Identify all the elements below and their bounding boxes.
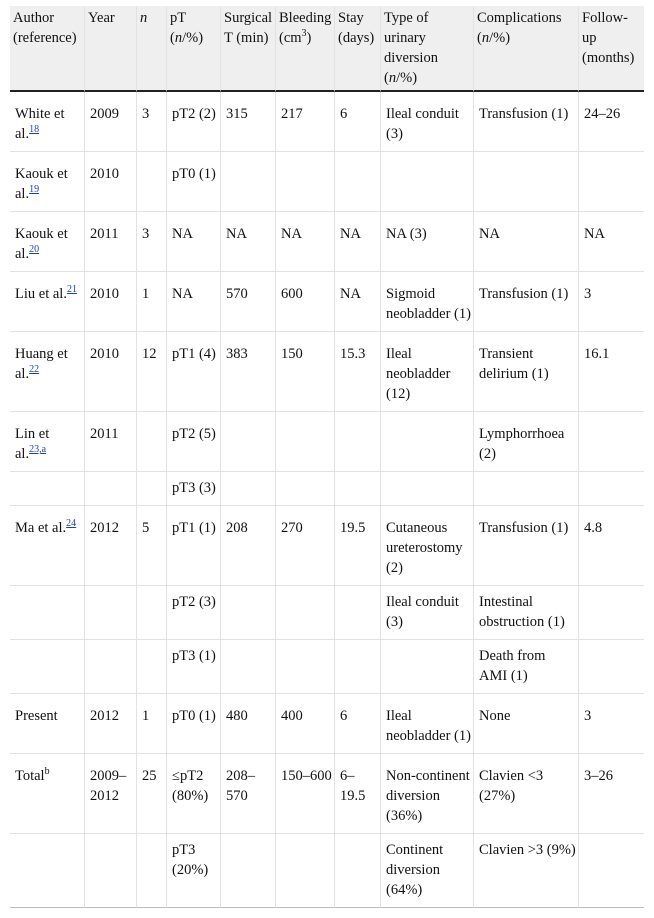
header-surgical-time: Surgical T (min): [221, 6, 276, 92]
table-row: [10, 586, 644, 640]
header-n: n: [137, 6, 167, 92]
cell-diversion: Ileal conduit (3): [381, 586, 474, 640]
table-row: [10, 640, 644, 694]
cell-followup: [579, 834, 644, 908]
table-row: [10, 834, 644, 908]
cell-n: [137, 412, 167, 472]
table-row: [10, 754, 644, 834]
table-row: [10, 92, 644, 152]
cell-complications: Lymphorrhoea (2): [474, 412, 579, 472]
cell-n: 3: [137, 92, 167, 152]
cell-surgical: NA: [221, 212, 276, 272]
cell-stay: 6–19.5: [335, 754, 381, 834]
table-row: [10, 332, 644, 412]
cell-bleeding: 150: [276, 332, 335, 412]
reference-link[interactable]: 22: [29, 364, 40, 376]
cell-n: [137, 640, 167, 694]
cell-author: Kaouk et al.$^{20}$: [10, 212, 85, 272]
cell-followup: 16.1: [579, 332, 644, 412]
table-row: [10, 152, 644, 212]
cell-stay: [335, 586, 381, 640]
header-complications: Complications (n/%): [474, 6, 579, 92]
cell-diversion: Continent diversion (64%): [381, 834, 474, 908]
cell-author: Lin et al.$^{23,a}$: [10, 412, 85, 472]
cell-n: [137, 586, 167, 640]
cell-diversion: [381, 412, 474, 472]
reference-link[interactable]: 24: [66, 518, 77, 530]
cell-bleeding: [276, 586, 335, 640]
cell-pt: NA: [167, 212, 221, 272]
header-diversion: Type of urinary diversion (n/%): [381, 6, 474, 92]
cell-year: 2009: [85, 92, 137, 152]
cell-author: [10, 472, 85, 506]
cell-followup: 4.8: [579, 506, 644, 586]
reference-link[interactable]: 20: [29, 244, 40, 256]
cell-year: [85, 472, 137, 506]
footnote-marker: b: [44, 766, 50, 778]
table-row: [10, 472, 644, 506]
cell-year: [85, 640, 137, 694]
cell-year: 2010: [85, 332, 137, 412]
cell-author: [10, 586, 85, 640]
cell-surgical: [221, 152, 276, 212]
cell-diversion: [381, 640, 474, 694]
cell-stay: [335, 412, 381, 472]
cell-complications: [474, 152, 579, 212]
cell-followup: [579, 640, 644, 694]
reference-link[interactable]: 18: [29, 124, 40, 136]
reference-link[interactable]: 21: [66, 284, 77, 296]
cell-surgical: [221, 412, 276, 472]
cell-complications: None: [474, 694, 579, 754]
cell-author: Ma et al.$^{24}$: [10, 506, 85, 586]
cell-stay: [335, 472, 381, 506]
cell-bleeding: 400: [276, 694, 335, 754]
cell-n: 25: [137, 754, 167, 834]
cell-bleeding: [276, 640, 335, 694]
cell-pt: ≤pT2 (80%): [167, 754, 221, 834]
cell-complications: Transfusion (1): [474, 272, 579, 332]
cell-n: 3: [137, 212, 167, 272]
cell-n: 5: [137, 506, 167, 586]
cell-bleeding: 150–600: [276, 754, 335, 834]
cell-stay: [335, 834, 381, 908]
cell-pt: pT3 (20%): [167, 834, 221, 908]
cell-year: 2012: [85, 694, 137, 754]
cell-followup: [579, 412, 644, 472]
cell-complications: [474, 472, 579, 506]
cell-author: White et al.$^{18}$: [10, 92, 85, 152]
cell-stay: [335, 640, 381, 694]
cell-pt: pT3 (3): [167, 472, 221, 506]
header-bleeding: Bleeding $(cm^3)$: [276, 6, 335, 92]
header-year: Year: [85, 6, 137, 92]
cell-surgical: [221, 472, 276, 506]
cell-stay: 15.3: [335, 332, 381, 412]
cell-surgical: 383: [221, 332, 276, 412]
cell-author: Huang et al.$^{22}$: [10, 332, 85, 412]
cell-stay: [335, 152, 381, 212]
cell-stay: 6: [335, 694, 381, 754]
cell-surgical: 208–570: [221, 754, 276, 834]
table-body: [10, 92, 644, 908]
cell-author: [10, 834, 85, 908]
cell-pt: pT1 (1): [167, 506, 221, 586]
cell-surgical: 480: [221, 694, 276, 754]
table-row: [10, 272, 644, 332]
reference-link[interactable]: 23,a: [29, 444, 47, 456]
table-row: [10, 506, 644, 586]
table-row: [10, 412, 644, 472]
header-author: Author (reference): [10, 6, 85, 92]
cell-diversion: NA (3): [381, 212, 474, 272]
cell-surgical: 570: [221, 272, 276, 332]
cell-surgical: 208: [221, 506, 276, 586]
cell-complications: Death from AMI (1): [474, 640, 579, 694]
cell-stay: 6: [335, 92, 381, 152]
cell-diversion: Non-continent diversion (36%): [381, 754, 474, 834]
cell-followup: NA: [579, 212, 644, 272]
cell-diversion: [381, 152, 474, 212]
cell-diversion: Ileal conduit (3): [381, 92, 474, 152]
cell-complications: Clavien >3 (9%): [474, 834, 579, 908]
cell-pt: pT3 (1): [167, 640, 221, 694]
cell-n: [137, 152, 167, 212]
cell-bleeding: [276, 472, 335, 506]
cell-author: Present: [10, 694, 85, 754]
cell-complications: Clavien <3 (27%): [474, 754, 579, 834]
cell-pt: pT2 (2): [167, 92, 221, 152]
reference-link[interactable]: 19: [29, 184, 40, 196]
table-row: [10, 212, 644, 272]
cell-diversion: Ileal neobladder (12): [381, 332, 474, 412]
cell-surgical: [221, 834, 276, 908]
cell-complications: Transient delirium (1): [474, 332, 579, 412]
cell-complications: NA: [474, 212, 579, 272]
cell-year: [85, 586, 137, 640]
cell-n: [137, 472, 167, 506]
study-comparison-table: [10, 6, 644, 908]
cell-surgical: [221, 586, 276, 640]
cell-n: 1: [137, 272, 167, 332]
cell-year: 2010: [85, 152, 137, 212]
cell-diversion: Ileal neobladder (1): [381, 694, 474, 754]
cell-stay: NA: [335, 212, 381, 272]
cell-year: [85, 834, 137, 908]
cell-diversion: Sigmoid neobladder (1): [381, 272, 474, 332]
cell-pt: pT2 (5): [167, 412, 221, 472]
cell-author: Total$^b$: [10, 754, 85, 834]
cell-author: [10, 640, 85, 694]
cell-followup: 24–26: [579, 92, 644, 152]
cell-followup: 3: [579, 694, 644, 754]
cell-pt: pT2 (3): [167, 586, 221, 640]
cell-diversion: [381, 472, 474, 506]
cell-followup: [579, 586, 644, 640]
cell-pt: pT0 (1): [167, 152, 221, 212]
cell-followup: 3–26: [579, 754, 644, 834]
cell-author: Kaouk et al.$^{19}$: [10, 152, 85, 212]
cell-followup: [579, 472, 644, 506]
cell-year: 2012: [85, 506, 137, 586]
cell-year: 2011: [85, 212, 137, 272]
cell-complications: Intestinal obstruction (1): [474, 586, 579, 640]
cell-year: 2010: [85, 272, 137, 332]
cell-pt: NA: [167, 272, 221, 332]
cell-bleeding: [276, 834, 335, 908]
cell-author: Liu et al.$^{21}$: [10, 272, 85, 332]
cell-n: 12: [137, 332, 167, 412]
cell-pt: pT0 (1): [167, 694, 221, 754]
cell-bleeding: [276, 412, 335, 472]
header-followup: Follow-up (months): [579, 6, 644, 92]
header-stay: Stay (days): [335, 6, 381, 92]
cell-complications: Transfusion (1): [474, 506, 579, 586]
header-row: [10, 6, 644, 92]
cell-bleeding: 270: [276, 506, 335, 586]
cell-n: [137, 834, 167, 908]
cell-stay: NA: [335, 272, 381, 332]
cell-year: 2009–2012: [85, 754, 137, 834]
cell-complications: Transfusion (1): [474, 92, 579, 152]
cell-bleeding: NA: [276, 212, 335, 272]
cell-pt: pT1 (4): [167, 332, 221, 412]
cell-diversion: Cutaneous ureterostomy (2): [381, 506, 474, 586]
cell-bleeding: [276, 152, 335, 212]
cell-surgical: 315: [221, 92, 276, 152]
cell-stay: 19.5: [335, 506, 381, 586]
cell-bleeding: 600: [276, 272, 335, 332]
cell-followup: [579, 152, 644, 212]
cell-followup: 3: [579, 272, 644, 332]
cell-year: 2011: [85, 412, 137, 472]
header-pt: pT (n/%): [167, 6, 221, 92]
table-row: [10, 694, 644, 754]
cell-n: 1: [137, 694, 167, 754]
cell-bleeding: 217: [276, 92, 335, 152]
cell-surgical: [221, 640, 276, 694]
